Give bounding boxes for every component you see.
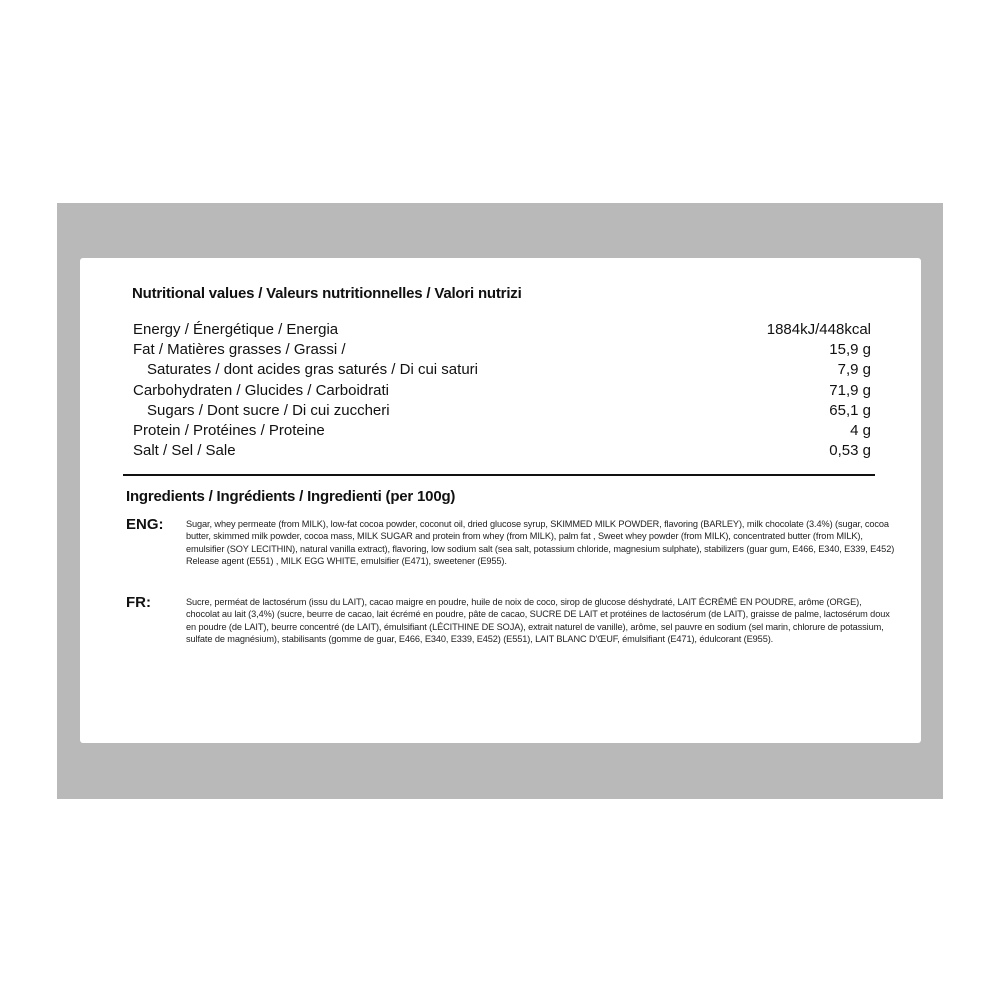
nutrition-label: Energy / Énergétique / Energia [133, 321, 339, 338]
nutrition-label: Protein / Protéines / Proteine [133, 421, 325, 439]
language-code-fr: FR: [126, 594, 151, 611]
nutrition-row-sugars [133, 401, 871, 421]
nutrition-label: Saturates / dont acides gras saturés / Di cui saturi [147, 361, 478, 379]
nutrition-value: 7,9 g [837, 361, 871, 379]
nutrition-value: 71,9 g [829, 381, 871, 399]
nutrition-label: Salt / Sel / Sale [133, 442, 236, 460]
nutrition-label: Sugars / Dont sucre / Di cui zuccheri [147, 401, 390, 419]
nutrition-row-energy [133, 320, 871, 340]
nutrition-row-salt [133, 441, 871, 461]
nutrition-label: Carbohydraten / Glucides / Carboidrati [133, 381, 389, 399]
section-divider [123, 474, 875, 476]
nutrition-row-saturates [133, 360, 871, 380]
nutrition-row-carbohydrates [133, 381, 871, 401]
nutrition-value: 65,1 g [829, 401, 871, 419]
nutrition-row-protein [133, 421, 871, 441]
nutrition-value: 4 g [850, 421, 871, 439]
ingredients-title: Ingredients / Ingrédients / Ingredienti (per 100g) [126, 488, 456, 505]
nutrition-row-fat [133, 340, 871, 360]
language-code-eng: ENG: [126, 516, 164, 533]
nutrition-value: 15,9 g [829, 341, 871, 359]
nutrition-table [133, 320, 871, 461]
nutrition-value: 0,53 g [829, 442, 871, 460]
nutrition-label: Fat / Matières grasses / Grassi / [133, 341, 346, 359]
ingredients-text-fr: Sucre, perméat de lactosérum (issu du LAIT), cacao maigre en poudre, huile de noix de coco, sirop de glucose déshydraté, LAIT ÉCRÉMÉ EN POUDRE, arôme (ORGE), chocolat au lait (3,4%) (sucre, beurre de cacao, lait écrémé en poudre, pâte de cacao, SUCRE DE LAIT et protéines de lactosérum (de LAIT), graisse de palme, lactosérum doux en poudre (de LAIT), beurre concentré (de LAIT), émulsifiant (LÉCITHINE DE SOJA), extrait naturel de vanille), arôme, sel pauvre en sodium (sel marin, chlorure de potassium, sulfate de magnésium), stabilisants (gomme de guar, E466, E340, E339, E452) (E551), LAIT BLANC D'ŒUF, émulsifiant (E471), édulcorant (E955). [186, 597, 890, 645]
nutrition-title: Nutritional values / Valeurs nutritionnelles / Valori nutrizi [132, 285, 522, 302]
nutrition-value: 1884kJ/448kcal [766, 321, 871, 338]
ingredients-text-eng: Sugar, whey permeate (from MILK), low-fat cocoa powder, coconut oil, dried glucose syrup, SKIMMED MILK POWDER, flavoring (BARLEY), milk chocolate (3.4%) (sugar, cocoa butter, skimmed milk powder, cocoa mass, MILK SUGAR and protein from whey (from MILK), palm fat , Sweet whey powder (from MILK), concentrated butter (from MILK), emulsifier (SOY LECITHIN), natural vanilla extract), flavoring, low sodium salt (sea salt, potassium chloride, magnesium sulphate), stabilizers (guar gum, E466, E340, E339, E452) Release agent (E551) , MILK EGG WHITE, emulsifier (E471), sweetener (E955). [186, 519, 895, 567]
nutrition-label-card [80, 258, 921, 743]
